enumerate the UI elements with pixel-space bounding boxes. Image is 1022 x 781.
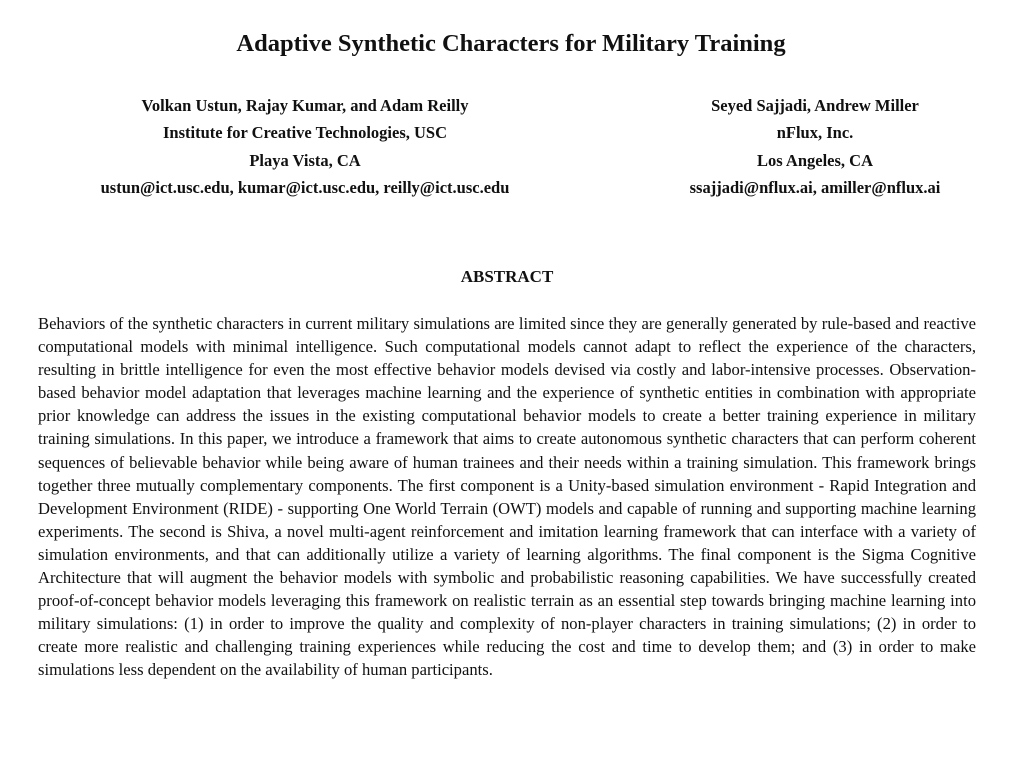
emails-right: ssajjadi@nflux.ai, amiller@nflux.ai: [689, 177, 941, 197]
abstract-body: Behaviors of the synthetic characters in current military simulations are limited since they are generally generated by rule-based and reactive computational models with minimal intelligence. Such computational models cannot adapt to reflect the experience of the characters, resulting in brittle intelligence for even the most effective behavior models devised via costly and labor-intensive processes. Observation-based behavior model adaptation that leverages machine learning and the experience of synthetic entities in combination with appropriate prior knowledge can address the issues in the existing computational behavior models to create a better training experience in military training simulations. In this paper, we introduce a framework that aims to create autonomous synthetic characters that can perform coherent sequences of believable behavior while being aware of human trainees and their needs within a training simulation. This framework brings together three mutually complementary components. The first component is a Unity-based simulation environment - Rapid Integration and Development Environment (RIDE) - supporting One World Terrain (OWT) models and capable of running and supporting machine learning experiments. The second is Shiva, a novel multi-agent reinforcement and imitation learning framework that can interface with a variety of simulation environments, and that can additionally utilize a variety of learning algorithms. The final component is the Sigma Cognitive Architecture that will augment the behavior models with symbolic and probabilistic reasoning capabilities. We have successfully created proof-of-concept behavior models leveraging this framework on realistic terrain as an essential step towards bringing machine learning into military simulations: (1) in order to improve the quality and complexity of non-player characters in training simulations; (2) in order to create more realistic and challenging training experiences while reducing the cost and time to develop them; and (3) in order to make simulations less dependent on the availability of human participants.: [38, 314, 976, 680]
location-right: Los Angeles, CA: [757, 150, 873, 170]
location-left: Playa Vista, CA: [249, 150, 361, 170]
affiliation-right: nFlux, Inc.: [776, 123, 854, 143]
abstract-heading: ABSTRACT: [460, 267, 554, 286]
author-block-right: [630, 92, 1000, 201]
author-block-left: [40, 92, 570, 201]
author-names-left: Volkan Ustun, Rajay Kumar, and Adam Reilly: [141, 96, 469, 115]
author-names-right: Seyed Sajjadi, Andrew Miller: [711, 96, 919, 115]
paper-title: Adaptive Synthetic Characters for Military Training: [236, 30, 786, 57]
affiliation-left: Institute for Creative Technologies, USC: [162, 123, 447, 143]
emails-left: ustun@ict.usc.edu, kumar@ict.usc.edu, reilly@ict.usc.edu: [100, 177, 510, 197]
